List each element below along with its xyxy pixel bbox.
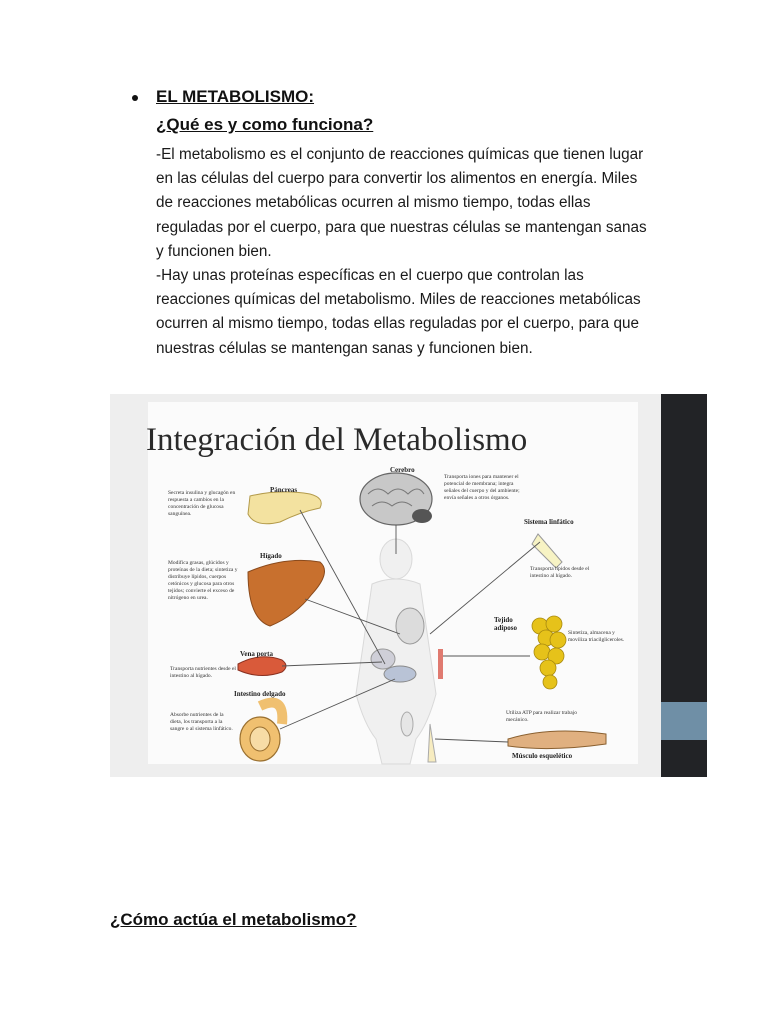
- metabolism-figure: [110, 394, 707, 777]
- section-body: [156, 143, 656, 361]
- label-portal-vein: Vena porta: [240, 650, 273, 658]
- lymphatic-icon: [532, 534, 562, 568]
- note-portal-vein: Transporta nutrientes desde el intestino al hígado.: [170, 666, 236, 679]
- bullet-point: [132, 95, 138, 101]
- figure-title: Integración del Metabolismo: [146, 422, 528, 458]
- section-title: EL METABOLISMO:: [156, 87, 315, 106]
- brain-icon: [360, 473, 432, 525]
- label-adipose: Tejido adiposo: [494, 616, 517, 632]
- pancreas-icon: [248, 492, 321, 524]
- body-silhouette: [356, 539, 436, 764]
- label-brain: Cerebro: [390, 466, 415, 474]
- portal-vein-icon: [238, 657, 286, 676]
- skeletal-muscle-icon: [508, 731, 606, 749]
- small-intestine-icon: [240, 703, 282, 761]
- note-pancreas: Secreta insulina y glucagón en respuesta a cambios en la concentración de glucosa sanguínea.: [168, 490, 236, 517]
- note-small-intestine: Absorbe nutrientes de la dieta, los transporta a la sangre o al sistema linfático.: [170, 712, 233, 732]
- note-liver: Modifica grasas, glúcidos y proteínas de la dieta; sintetiza y distribuye lípidos, cuerpos cetónicos y glucosa para otros tejidos; convierte el exceso de nitrógeno en urea.: [168, 560, 238, 601]
- note-adipose: Sintetiza, almacena y moviliza triacilgliceroles.: [568, 630, 625, 643]
- liver-icon: [248, 560, 325, 626]
- adipose-tissue-icon: [532, 616, 566, 689]
- label-lymphatic: Sistema linfático: [524, 518, 574, 526]
- paragraph-2: -Hay unas proteínas específicas en el cuerpo que controlan las reacciones químicas del metabolismo. Miles de reacciones metabólicas ocurren al mismo tiempo, todas ellas reguladas por el cuerpo, para que nuestras células se mantengan sanas y funcionen bien.: [156, 267, 641, 357]
- note-brain: Transporta iones para mantener el potencial de membrana; integra señales del cuerpo y del ambiente; envía señales a otros órganos.: [444, 474, 520, 501]
- section-subtitle: ¿Qué es y como funciona?: [156, 115, 374, 134]
- paragraph-1: -El metabolismo es el conjunto de reacciones químicas que tienen lugar en las células del cuerpo para convertir los alimentos en energía. Miles de reacciones metabólicas ocurren al mismo tiempo, todas ellas reguladas por el cuerpo, para que nuestras células se mantengan sanas y funcionen bien.: [156, 146, 647, 260]
- muscle-leg-icon: [428, 724, 436, 762]
- note-muscle: Utiliza ATP para realizar trabajo mecánico.: [506, 710, 577, 723]
- label-pancreas: Páncreas: [270, 486, 298, 494]
- label-small-intestine: Intestino delgado: [234, 690, 286, 698]
- next-section-title: ¿Cómo actúa el metabolismo?: [110, 910, 357, 929]
- label-liver: Hígado: [260, 552, 282, 560]
- label-muscle: Músculo esquelético: [512, 752, 573, 760]
- note-lymphatic: Transporta lípidos desde el intestino al hígado.: [530, 566, 590, 579]
